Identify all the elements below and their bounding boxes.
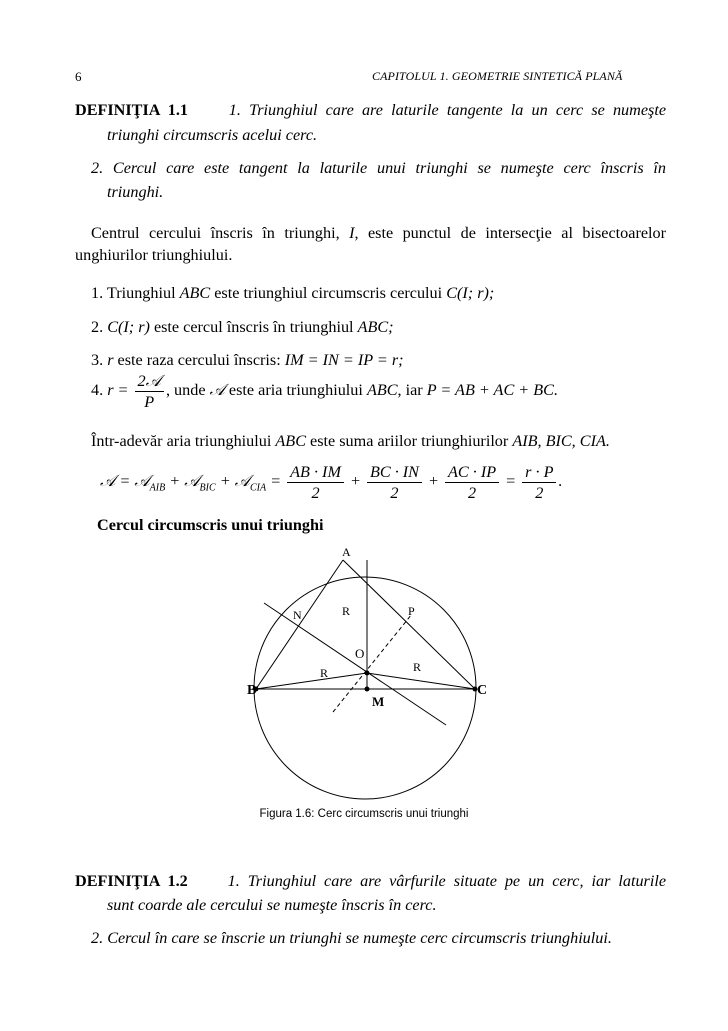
frac1-den: 2 bbox=[311, 484, 320, 502]
frac2-num: BC · IN bbox=[367, 462, 422, 483]
list-item-4-text-c: este aria triunghiului bbox=[228, 381, 363, 400]
list-item-1-math-b: C(I; r); bbox=[446, 284, 495, 302]
area-math-a: ABC bbox=[275, 432, 306, 450]
formula-equals-2: = bbox=[505, 472, 517, 491]
list-item-2-text-a: 2. bbox=[91, 318, 104, 336]
midpoint-m bbox=[365, 687, 370, 692]
label-b: B bbox=[247, 683, 257, 698]
running-header: CAPITOLUL 1. GEOMETRIE SINTETICĂ PLANĂ bbox=[372, 69, 623, 83]
frac3-den: 2 bbox=[468, 484, 477, 502]
formula-sub-cia: CIA bbox=[250, 482, 267, 494]
def11-item2: 2. Cercul care este tangent la laturile unui triunghi se numeşte cerc înscris în bbox=[91, 159, 666, 177]
label-m: M bbox=[372, 694, 385, 709]
def11-item1: 1. Triunghiul care are laturile tangente la un cerc se numeşte bbox=[228, 101, 667, 119]
list-item-4-math-d: P = AB + AC + BC. bbox=[426, 381, 558, 400]
label-p: P bbox=[408, 604, 415, 618]
def12-item1: 1. Triunghiul care are vârfurile situate pe un cerc, iar laturile bbox=[227, 872, 667, 890]
area-text-a: Într-adevăr aria triunghiului bbox=[91, 432, 272, 450]
area-text-b: este suma ariilor triunghiurilor bbox=[310, 432, 509, 450]
list-item-4-numerator: 2𝒜 bbox=[135, 371, 164, 392]
def11-item1-cont: triunghi circumscris acelui cerc. bbox=[107, 126, 318, 144]
label-n: N bbox=[293, 608, 302, 622]
formula-lhs: 𝒜 = 𝒜 bbox=[100, 472, 150, 491]
list-item-3-math-a: r bbox=[107, 351, 114, 369]
list-item-2-text-b: este cercul înscris în triunghiul bbox=[153, 318, 354, 336]
incenter-symbol: I bbox=[349, 224, 355, 242]
frac4-den: 2 bbox=[535, 484, 544, 502]
page-number: 6 bbox=[75, 69, 82, 84]
incenter-text-a: Centrul cercului înscris în triunghi, bbox=[91, 224, 340, 242]
list-item-4-text-a: 4. bbox=[91, 381, 104, 400]
formula-plus-4: + bbox=[428, 472, 439, 491]
list-item-4-math-a: r = bbox=[107, 381, 129, 400]
frac1-num: AB · IM bbox=[287, 462, 344, 483]
list-item-4-text-b: , unde bbox=[165, 381, 206, 400]
def12-item2: 2. Cercul în care se înscrie un triunghi se numeşte cerc circumscris triunghiului. bbox=[91, 929, 612, 947]
list-item-1-math-a: ABC bbox=[179, 284, 211, 302]
list-item-2-math-b: ABC; bbox=[357, 318, 394, 336]
figure-caption: Figura 1.6: Cerc circumscris unui triunghi bbox=[259, 808, 469, 820]
def12-item1-cont: sunt coarde ale cercului se numeşte înscris în cerc. bbox=[107, 896, 437, 914]
def12-line1 bbox=[75, 870, 666, 892]
formula-plus-1: + 𝒜 bbox=[165, 472, 200, 491]
list-item-3-text-a: 3. bbox=[91, 351, 104, 369]
frac4-num: r · P bbox=[522, 462, 556, 483]
list-item-3-text-b: este raza cercului înscris: bbox=[117, 351, 281, 369]
formula-period: . bbox=[558, 472, 563, 491]
formula-sub-bic: BIC bbox=[199, 482, 216, 494]
formula-plus-3: + bbox=[349, 472, 361, 491]
center-point-o bbox=[365, 671, 370, 676]
def11-item2-cont: triunghi. bbox=[107, 183, 164, 201]
list-item-2-math-a: C(I; r) bbox=[107, 318, 150, 336]
frac3-num: AC · IP bbox=[445, 462, 499, 483]
label-a: A bbox=[342, 545, 351, 559]
def12-label: DEFINIŢIA 1.2 bbox=[75, 872, 188, 890]
list-item-1-text-a: 1. Triunghiul bbox=[91, 284, 176, 302]
list-item-4-text-d: , iar bbox=[397, 381, 423, 400]
list-item-4-math-b: 𝒜 bbox=[209, 381, 225, 400]
incenter-text-b: , este punctul de intersecţie al bisectoarelor bbox=[354, 224, 667, 242]
label-o: O bbox=[355, 646, 365, 661]
label-radius-3: R bbox=[413, 660, 422, 674]
radius-oc bbox=[367, 673, 475, 689]
area-math-b: AIB, BIC, CIA. bbox=[512, 432, 610, 450]
list-item-1-text-b: este triunghiul circumscris cercului bbox=[214, 284, 443, 302]
list-item-4-denominator: P bbox=[144, 393, 155, 411]
def11-label: DEFINIŢIA 1.1 bbox=[75, 101, 188, 119]
frac2-den: 2 bbox=[390, 484, 399, 502]
list-item-3-math-b: IM = IN = IP = r; bbox=[284, 351, 404, 369]
label-c: C bbox=[477, 683, 488, 698]
formula-equals-1: = bbox=[266, 472, 282, 491]
triangle-abc bbox=[256, 560, 475, 689]
radius-ob bbox=[256, 673, 367, 689]
formula-sub-aib: AIB bbox=[149, 482, 166, 494]
section-title: Cercul circumscris unui triunghi bbox=[97, 516, 324, 534]
formula-plus-2: + 𝒜 bbox=[215, 472, 250, 491]
label-radius-1: R bbox=[342, 604, 351, 618]
label-radius-2: R bbox=[320, 666, 329, 680]
incenter-line2: unghiurilor triunghiului. bbox=[75, 246, 233, 264]
list-item-4-math-c: ABC bbox=[366, 381, 398, 400]
